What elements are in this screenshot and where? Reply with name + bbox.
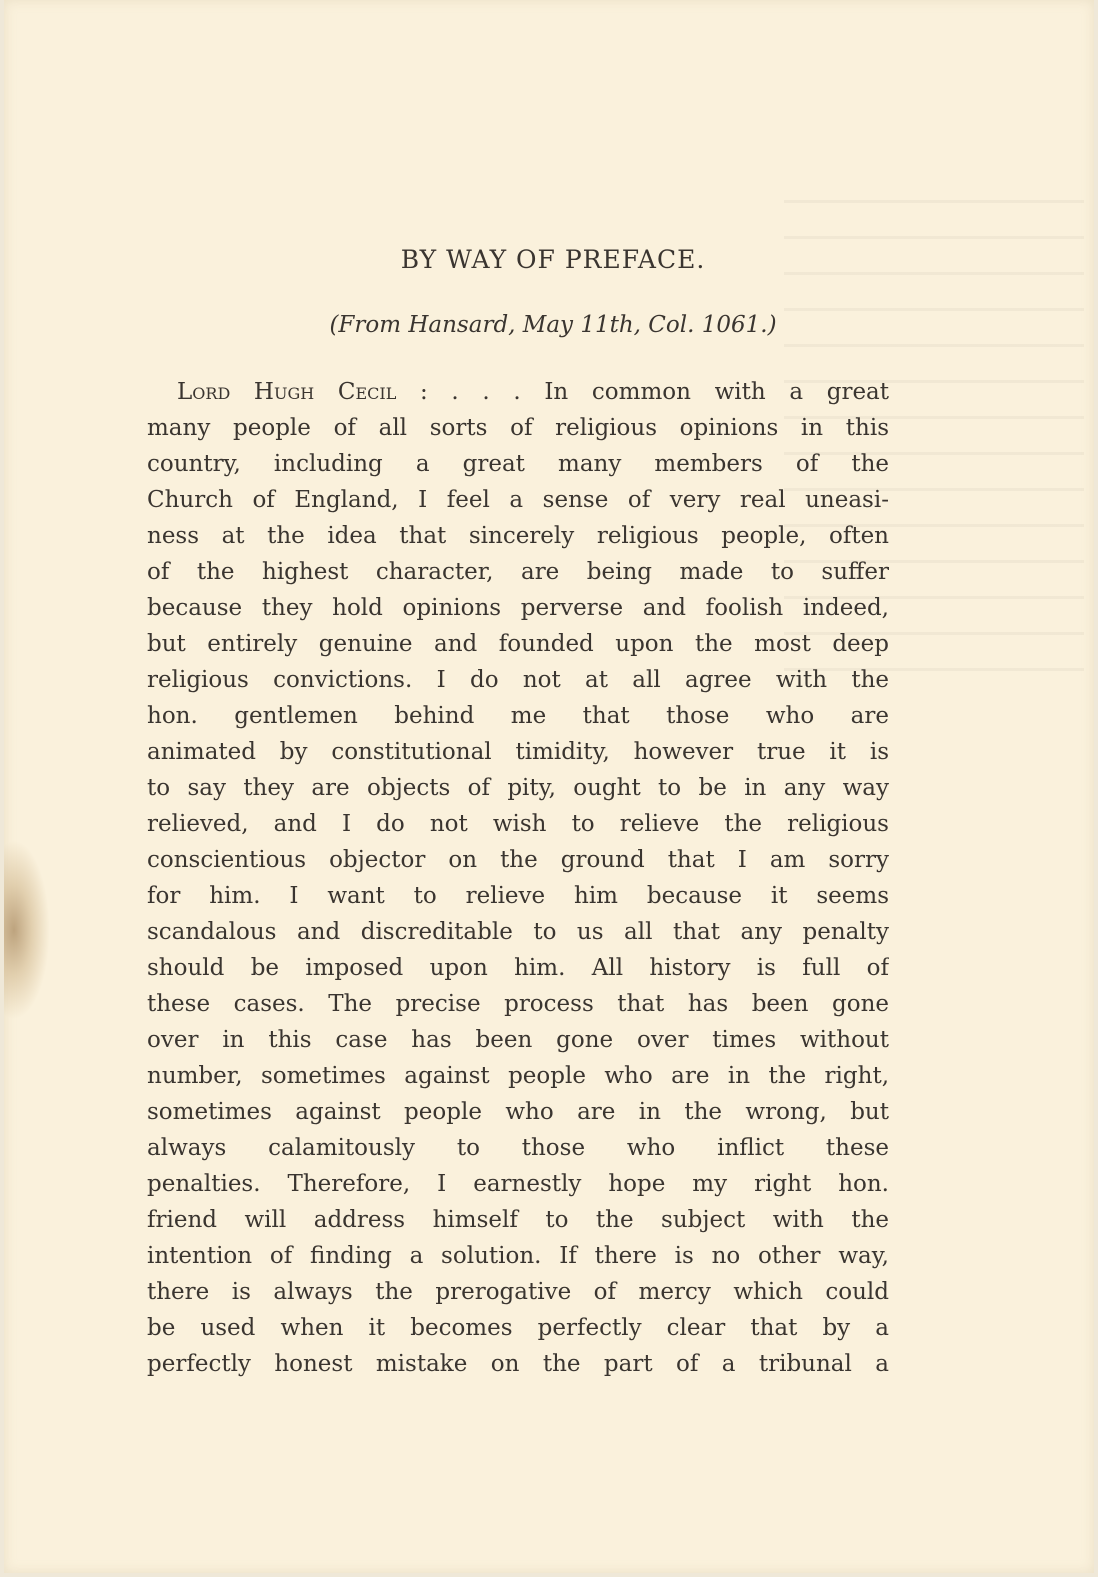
binding-stain (4, 840, 50, 1020)
first-line-text: : . . . In common with a great (420, 379, 889, 405)
body-line: number, sometimes against people who are in the right, (147, 1063, 889, 1089)
body-line: always calamitously to those who inflict these (147, 1135, 889, 1161)
body-line: to say they are objects of pity, ought to be in any way (147, 775, 889, 801)
body-line: for him. I want to relieve him because it seems (147, 883, 889, 909)
body-line: penalties. Therefore, I earnestly hope my right hon. (147, 1171, 889, 1197)
body-line: should be imposed upon him. All history is full of (147, 955, 889, 981)
page-heading: BY WAY OF PREFACE. (400, 245, 706, 274)
speaker-name: Lord Hugh Cecil (177, 379, 397, 405)
body-line: scandalous and discreditable to us all that any penalty (147, 919, 889, 945)
body-line: of the highest character, are being made to suffer (147, 559, 889, 585)
body-line: many people of all sorts of religious opinions in this (147, 415, 889, 441)
source-citation-text: (From Hansard, May 11th, Col. 1061.) (329, 312, 777, 338)
body-line: because they hold opinions perverse and foolish indeed, (147, 595, 889, 621)
body-line: conscientious objector on the ground that I am sorry (147, 847, 889, 873)
body-line: sometimes against people who are in the wrong, but (147, 1099, 889, 1125)
body-text (147, 374, 889, 1382)
body-line (147, 374, 889, 410)
body-line: over in this case has been gone over times without (147, 1027, 889, 1053)
body-line: ness at the idea that sincerely religious people, often (147, 523, 889, 549)
body-line: perfectly honest mistake on the part of a tribunal a (147, 1351, 889, 1377)
body-line: these cases. The precise process that has been gone (147, 991, 889, 1017)
body-line: religious convictions. I do not at all agree with the (147, 667, 889, 693)
body-line: be used when it becomes perfectly clear that by a (147, 1315, 889, 1341)
body-line: hon. gentlemen behind me that those who are (147, 703, 889, 729)
body-line: animated by constitutional timidity, however true it is (147, 739, 889, 765)
body-line: intention of finding a solution. If there is no other way, (147, 1243, 889, 1269)
body-line: country, including a great many members of the (147, 451, 889, 477)
body-line: there is always the prerogative of mercy which could (147, 1279, 889, 1305)
body-line: Church of England, I feel a sense of very real uneasi- (147, 487, 889, 513)
body-line: but entirely genuine and founded upon the most deep (147, 631, 889, 657)
body-line: relieved, and I do not wish to relieve the religious (147, 811, 889, 837)
document-page (4, 0, 1094, 1573)
source-citation (4, 312, 1098, 338)
body-line: friend will address himself to the subject with the (147, 1207, 889, 1233)
